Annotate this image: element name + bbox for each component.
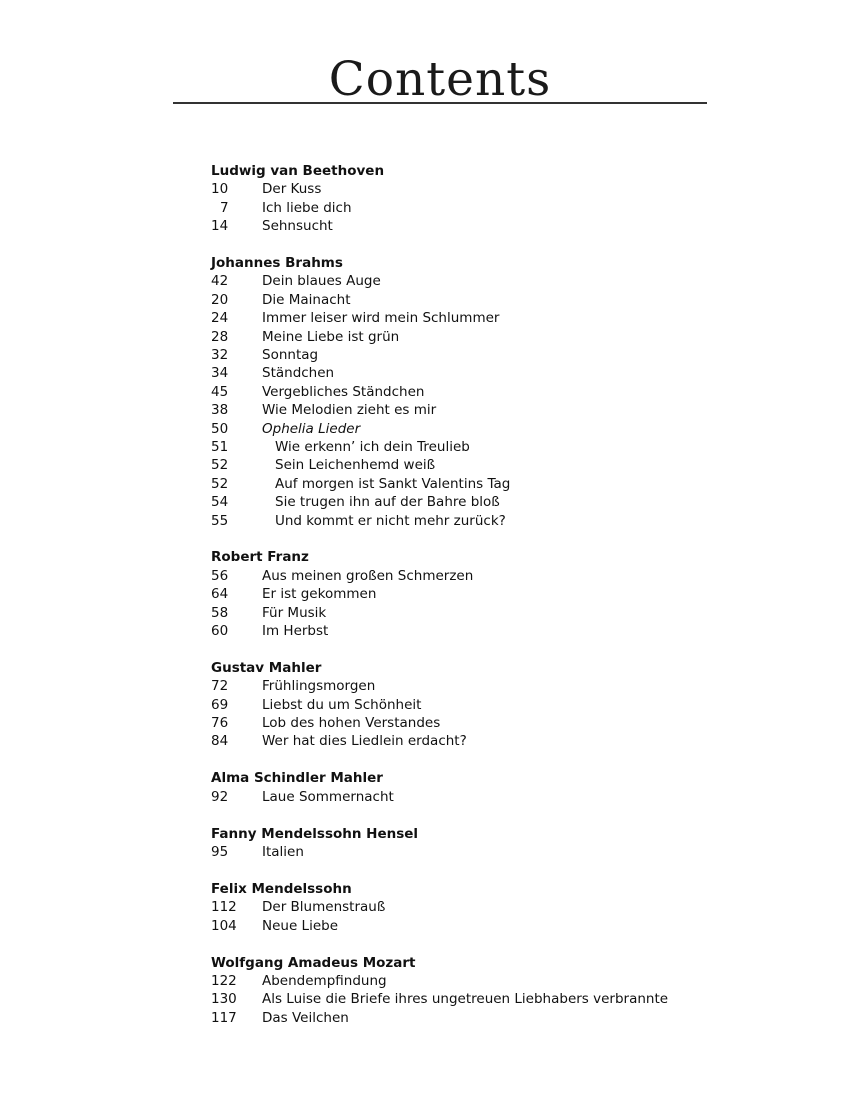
page-number: 58: [211, 604, 229, 621]
toc-entry: [211, 364, 681, 382]
page-number: 10: [211, 181, 229, 198]
toc-entry: [211, 604, 681, 622]
page-number: 34: [211, 365, 229, 382]
page-number: 117: [211, 1009, 237, 1026]
composer-heading: Wolfgang Amadeus Mozart: [211, 954, 416, 971]
song-title: Aus meinen großen Schmerzen: [262, 567, 474, 584]
toc-entry: [211, 972, 681, 990]
song-title: Wie erkenn’ ich dein Treulieb: [275, 438, 470, 455]
page-title: Contents: [328, 52, 552, 107]
toc-entry: [211, 677, 681, 695]
song-title: Die Mainacht: [262, 291, 351, 308]
song-title: Ich liebe dich: [262, 199, 352, 216]
composer-heading: Alma Schindler Mahler: [211, 770, 383, 787]
composer-heading: Ludwig van Beethoven: [211, 163, 385, 179]
composer-heading: Felix Mendelssohn: [211, 880, 352, 897]
page-number: 72: [211, 678, 229, 695]
song-title: Im Herbst: [262, 622, 329, 639]
page-number: 20: [211, 291, 229, 308]
song-title: Meine Liebe ist grün: [262, 328, 400, 345]
song-title: Lob des hohen Verstandes: [262, 715, 441, 732]
toc-entry: [211, 217, 681, 235]
page-number: 24: [211, 310, 229, 327]
toc-entry: [211, 272, 681, 290]
page-number: 14: [211, 218, 229, 235]
section-alma-mahler: [211, 769, 681, 806]
page-number: 60: [211, 622, 229, 639]
toc-entry: [211, 309, 681, 327]
section-fanny-hensel: [211, 825, 681, 862]
toc-entry: [211, 328, 681, 346]
song-title: Liebst du um Schönheit: [262, 696, 422, 713]
song-title: Wer hat dies Liedlein erdacht?: [262, 733, 467, 750]
toc-entry: [211, 401, 681, 419]
section-gustav-mahler: [211, 659, 681, 751]
page-number: 28: [211, 328, 229, 345]
page-number: 76: [211, 715, 229, 732]
page-number: 69: [211, 696, 229, 713]
composer-heading: Gustav Mahler: [211, 659, 322, 676]
toc-entry: [211, 475, 681, 493]
section-felix-mendelssohn: [211, 880, 681, 935]
song-title: Italien: [262, 844, 304, 860]
song-title: Neue Liebe: [262, 917, 339, 934]
toc-entry: [211, 622, 681, 640]
page-number: 32: [211, 347, 229, 364]
toc-entry: [211, 714, 681, 732]
toc-entry: [211, 567, 681, 585]
page-number: 55: [211, 512, 229, 529]
song-title: Das Veilchen: [262, 1009, 349, 1026]
toc-entry: [211, 990, 681, 1008]
song-title: Frühlingsmorgen: [262, 678, 376, 695]
page-number: 50: [211, 420, 229, 437]
song-title: Als Luise die Briefe ihres ungetreuen Liebhabers verbrannte: [262, 991, 669, 1008]
song-title: Auf morgen ist Sankt Valentins Tag: [275, 475, 511, 492]
page-number: 51: [211, 438, 229, 455]
composer-heading: Robert Franz: [211, 549, 309, 566]
toc-entry: [211, 917, 681, 935]
song-title: Vergebliches Ständchen: [262, 383, 425, 400]
toc-entry: [211, 383, 681, 401]
toc-entry: [211, 843, 681, 861]
page-number: 84: [211, 733, 229, 750]
page-number: 38: [211, 402, 229, 419]
page-number: 56: [211, 567, 229, 584]
toc-entry: [211, 438, 681, 456]
toc-entry: [211, 1009, 681, 1027]
song-title: Abendempfindung: [262, 972, 387, 989]
section-brahms: [211, 254, 681, 530]
song-title: Der Kuss: [262, 181, 322, 198]
page-number: 45: [211, 383, 229, 400]
toc-entry: [211, 585, 681, 603]
song-group-title: Ophelia Lieder: [262, 420, 361, 437]
section-mozart: [211, 954, 681, 1028]
page-number: 130: [211, 991, 237, 1008]
toc-entry: [211, 346, 681, 364]
section-franz: [211, 548, 681, 640]
page-number: 112: [211, 899, 237, 916]
toc-entry: [211, 898, 681, 916]
toc-entry: [211, 291, 681, 309]
toc-entry: [211, 788, 681, 806]
composer-heading: Fanny Mendelssohn Hensel: [211, 825, 419, 842]
toc-entry: [211, 493, 681, 511]
composer-heading: Johannes Brahms: [211, 255, 343, 272]
song-title: Dein blaues Auge: [262, 273, 381, 290]
toc-entry: [211, 456, 681, 474]
song-title: Und kommt er nicht mehr zurück?: [275, 512, 506, 529]
song-title: Er ist gekommen: [262, 586, 377, 603]
song-title: Ständchen: [262, 365, 335, 382]
page-number: 54: [211, 494, 229, 511]
song-title: Für Musik: [262, 604, 327, 621]
section-beethoven: [211, 162, 681, 236]
toc-entry: [211, 512, 681, 530]
page-number: 52: [211, 475, 229, 492]
song-title: Immer leiser wird mein Schlummer: [262, 310, 500, 327]
toc-entry: [211, 199, 681, 217]
table-of-contents: [211, 162, 681, 1046]
page-number: 7: [220, 199, 229, 216]
toc-entry: [211, 696, 681, 714]
page-number: 64: [211, 586, 229, 603]
song-title: Der Blumenstrauß: [262, 899, 386, 916]
page-number: 52: [211, 457, 229, 474]
toc-entry: [211, 732, 681, 750]
song-title: Laue Sommernacht: [262, 788, 394, 805]
toc-entry: [211, 180, 681, 198]
page-number: 42: [211, 273, 229, 290]
page-number: 122: [211, 972, 237, 989]
toc-entry: [211, 420, 681, 438]
song-title: Sehnsucht: [262, 218, 333, 235]
page-number: 104: [211, 917, 237, 934]
song-title: Sonntag: [262, 347, 319, 364]
song-title: Sie trugen ihn auf der Bahre bloß: [275, 494, 500, 511]
song-title: Wie Melodien zieht es mir: [262, 402, 437, 419]
title-rule: [173, 102, 707, 104]
page-number: 92: [211, 788, 229, 805]
song-title: Sein Leichenhemd weiß: [275, 457, 436, 474]
page-number: 95: [211, 844, 229, 860]
